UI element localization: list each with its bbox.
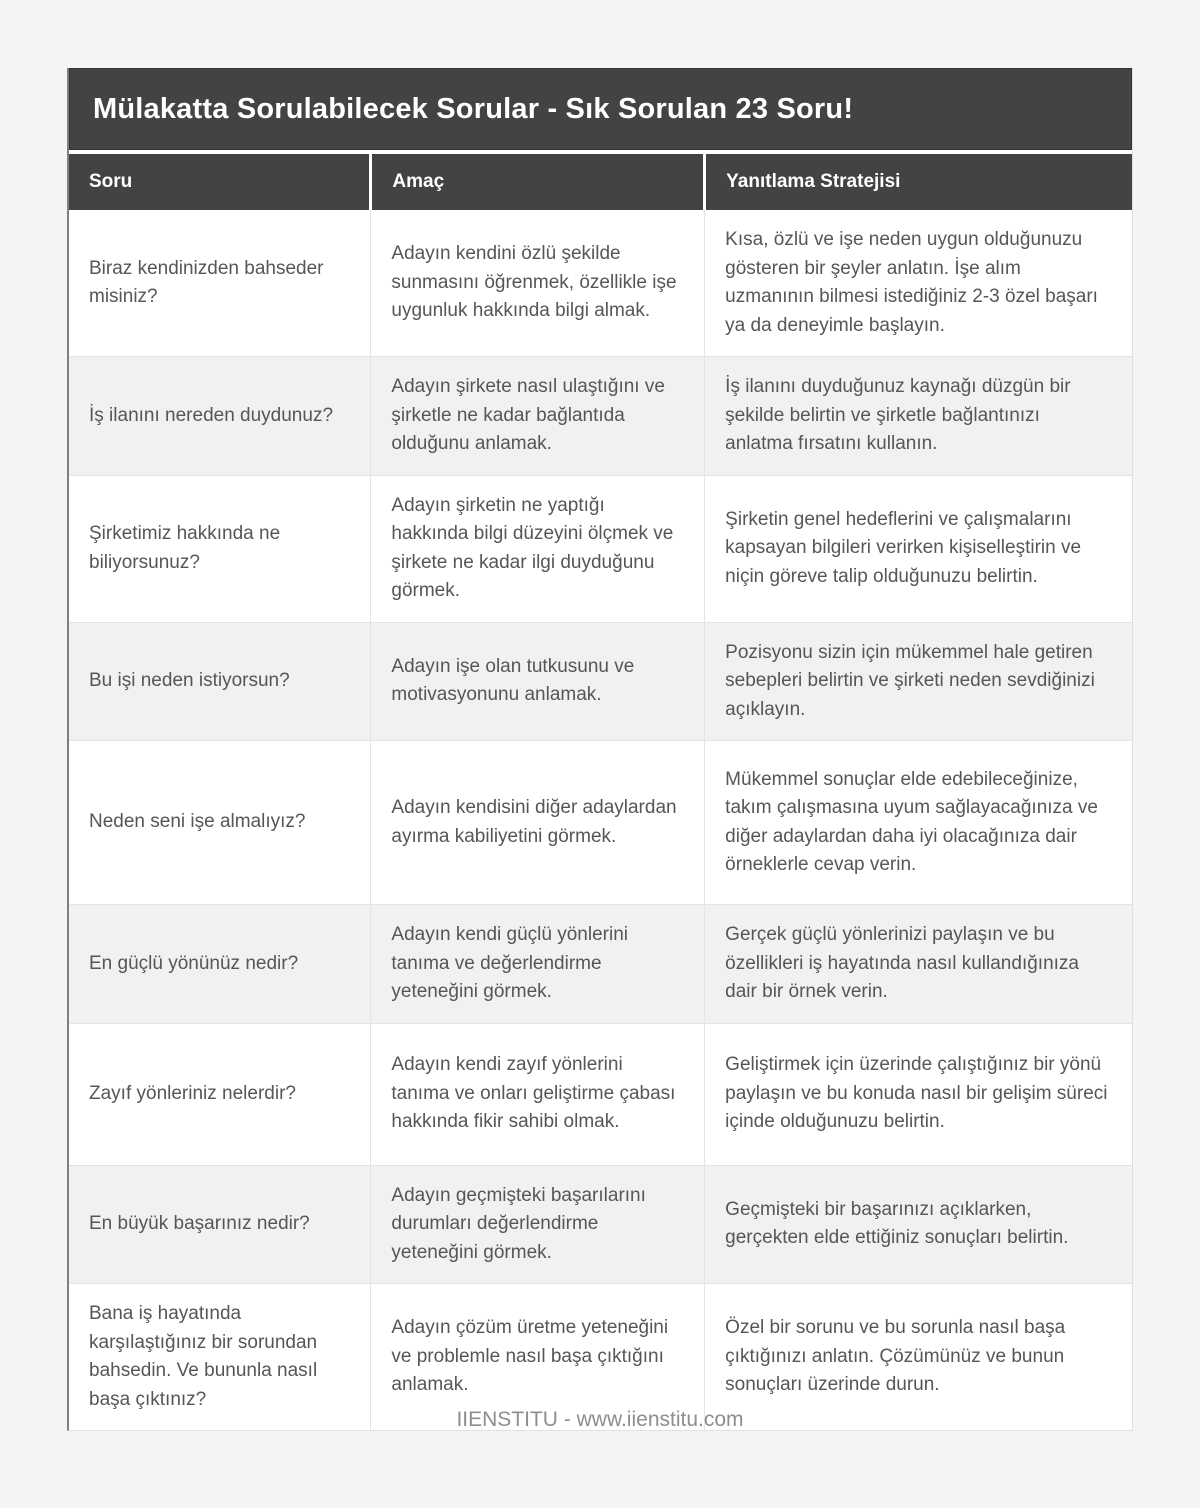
- title-bar: [69, 68, 1132, 150]
- column-header-yanitlama-stratejisi: Yanıtlama Stratejisi: [705, 154, 1132, 210]
- question-cell: Biraz kendinizden bahseder misiniz?: [89, 257, 324, 307]
- purpose-cell: Adayın işe olan tutkusunu ve motivasyonunu anlamak.: [371, 622, 705, 741]
- strategy-cell: İş ilanını duyduğunuz kaynağı düzgün bir şekilde belirtin ve şirketle bağlantınızı anlatma fırsatını kullanın.: [705, 357, 1132, 476]
- purpose-cell: Adayın çözüm üretme yeteneğini ve problemle nasıl başa çıktığını anlamak.: [371, 1284, 705, 1431]
- strategy-cell: Geliştirmek için üzerinde çalıştığınız bir yönü paylaşın ve bu konuda nasıl bir gelişim süreci içinde olduğunuzu belirtin.: [705, 1023, 1132, 1165]
- strategy-cell: Gerçek güçlü yönlerinizi paylaşın ve bu özellikleri iş hayatında nasıl kullandığınıza dair bir örnek verin.: [705, 905, 1132, 1024]
- strategy-cell: Şirketin genel hedeflerini ve çalışmalarını kapsayan bilgileri verirken kişiselleştirin ve niçin göreve talip olduğunuzu belirtin.: [705, 475, 1132, 622]
- strategy-cell: Pozisyonu sizin için mükemmel hale getiren sebepleri belirtin ve şirketi neden sevdiğinizi açıklayın.: [705, 622, 1132, 741]
- table-row: [69, 905, 1132, 1024]
- interview-questions-card: [67, 68, 1133, 1431]
- question-cell: En büyük başarınız nedir?: [69, 1165, 371, 1284]
- strategy-cell: Kısa, özlü ve işe neden uygun olduğunuzu gösteren bir şeyler anlatın. İşe alım uzmanının bilmesi istediğiniz 2-3 özel başarı ya da deneyimle başlayın.: [705, 210, 1132, 357]
- table-row: [69, 1165, 1132, 1284]
- purpose-cell: Adayın kendisini diğer adaylardan ayırma kabiliyetini görmek.: [371, 741, 705, 905]
- purpose-cell: Adayın şirketin ne yaptığı hakkında bilgi düzeyini ölçmek ve şirkete ne kadar ilgi duyduğunu görmek.: [371, 475, 705, 622]
- table-row: [69, 210, 1132, 357]
- footer-credit: IIENSTITU - www.iienstitu.com: [456, 1408, 744, 1431]
- purpose-cell: Adayın şirkete nasıl ulaştığını ve şirketle ne kadar bağlantıda olduğunu anlamak.: [371, 357, 705, 476]
- table-body: [69, 210, 1132, 1430]
- interview-questions-table: [69, 154, 1132, 1430]
- question-cell: İş ilanını nereden duydunuz?: [69, 357, 371, 476]
- table-row: [69, 475, 1132, 622]
- table-row: [69, 357, 1132, 476]
- question-cell: Bana iş hayatında karşılaştığınız bir sorundan bahsedin. Ve bununla nasıl başa çıktınız?: [69, 1284, 371, 1431]
- question-cell: Neden seni işe almalıyız?: [69, 741, 371, 905]
- column-header-soru: Soru: [69, 154, 371, 210]
- strategy-cell: Mükemmel sonuçlar elde edebileceğinize, takım çalışmasına uyum sağlayacağınıza ve diğer adaylardan daha iyi olacağınıza dair örneklerle cevap verin.: [705, 741, 1132, 905]
- question-cell: Bu işi neden istiyorsun?: [69, 622, 371, 741]
- table-header: [69, 154, 1132, 210]
- purpose-cell: Adayın kendi güçlü yönlerini tanıma ve değerlendirme yeteneğini görmek.: [371, 905, 705, 1024]
- strategy-cell: Özel bir sorunu ve bu sorunla nasıl başa çıktığınızı anlatın. Çözümünüz ve bunun sonuçları üzerinde durun.: [705, 1284, 1132, 1431]
- column-header-amac: Amaç: [371, 154, 705, 210]
- purpose-cell: Adayın kendini özlü şekilde sunmasını öğrenmek, özellikle işe uygunluk hakkında bilgi almak.: [371, 210, 705, 357]
- purpose-cell: Adayın geçmişteki başarılarını durumları değerlendirme yeteneğini görmek.: [371, 1165, 705, 1284]
- page-title: Mülakatta Sorulabilecek Sorular - Sık Sorulan 23 Soru!: [93, 92, 854, 125]
- table-row: [69, 622, 1132, 741]
- question-cell: Şirketimiz hakkında ne biliyorsunuz?: [69, 475, 371, 622]
- strategy-cell: Geçmişteki bir başarınızı açıklarken, gerçekten elde ettiğiniz sonuçları belirtin.: [705, 1165, 1132, 1284]
- table-row: [69, 741, 1132, 905]
- header-row: [69, 154, 1132, 210]
- purpose-cell: Adayın kendi zayıf yönlerini tanıma ve onları geliştirme çabası hakkında fikir sahibi olmak.: [371, 1023, 705, 1165]
- question-cell: Zayıf yönleriniz nelerdir?: [69, 1023, 371, 1165]
- question-cell: En güçlü yönünüz nedir?: [69, 905, 371, 1024]
- table-row: [69, 1023, 1132, 1165]
